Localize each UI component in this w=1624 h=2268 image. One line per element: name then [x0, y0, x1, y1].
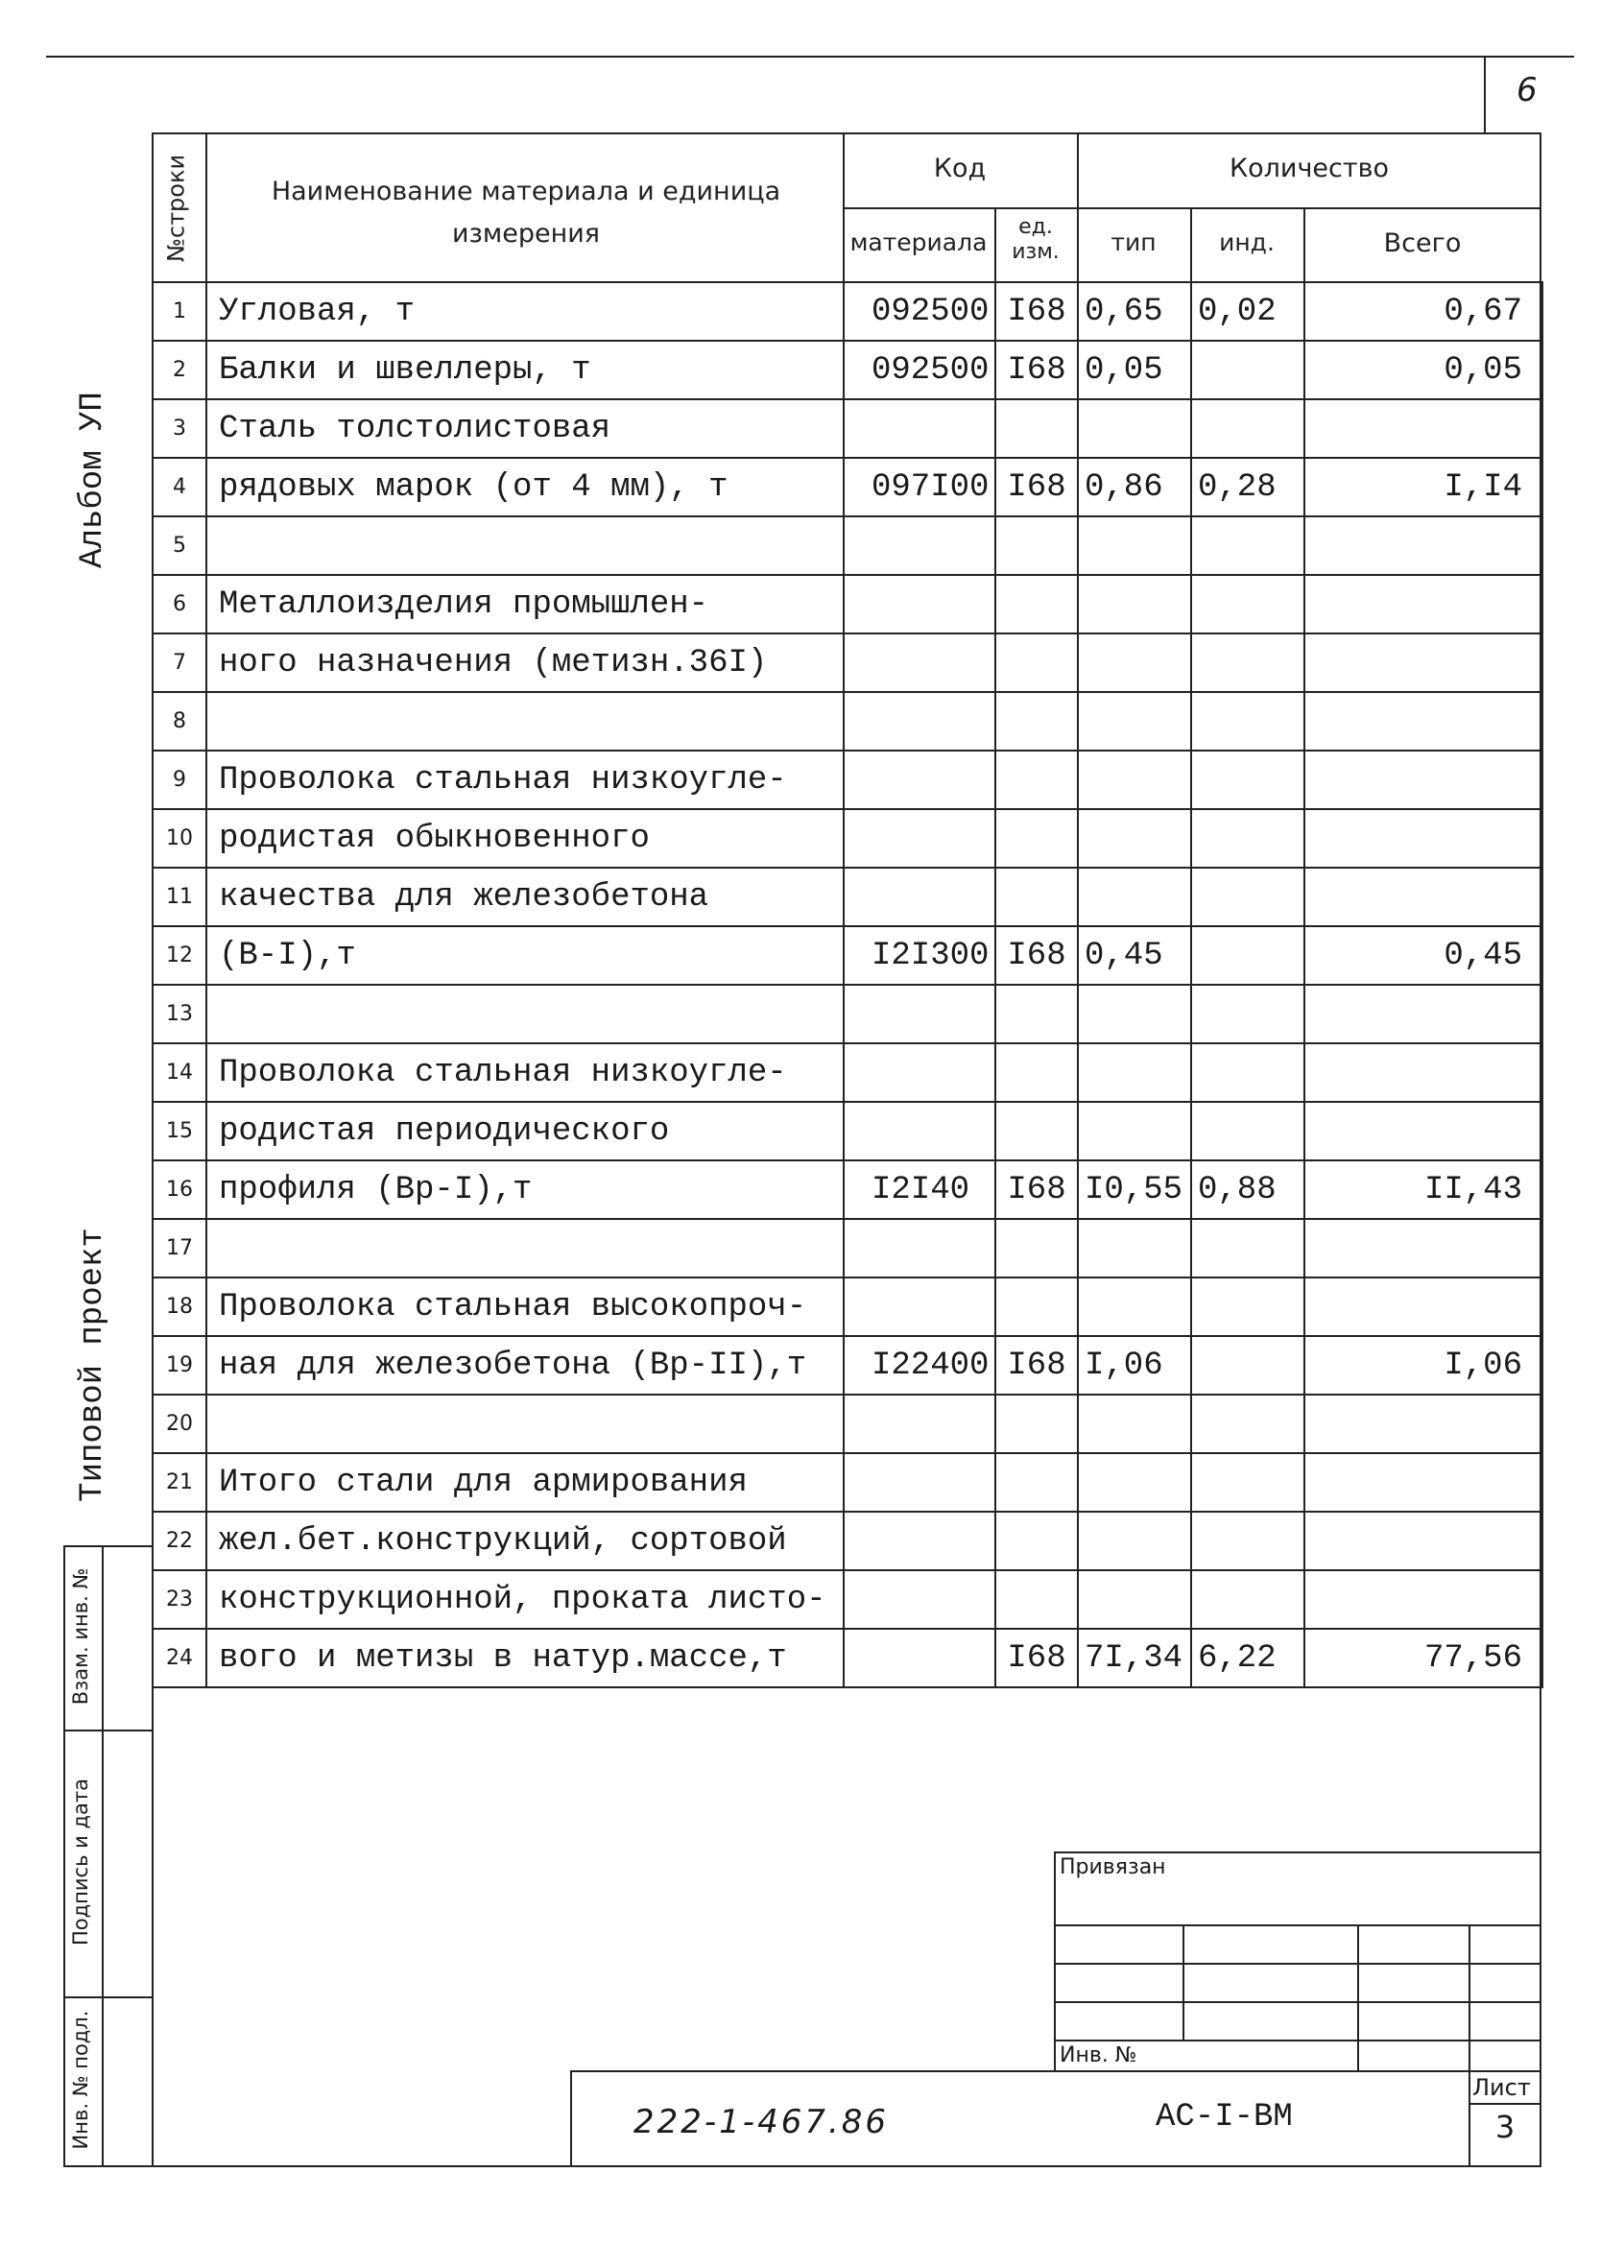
qty-ind — [1191, 926, 1304, 985]
table-row — [153, 1570, 1542, 1629]
podpis-data-label: Подпись и дата — [69, 1779, 92, 1946]
qty-type — [1078, 1277, 1191, 1336]
qty-type — [1078, 516, 1191, 575]
material-name: родистая обыкновенного — [206, 809, 844, 868]
row-number: 2 — [153, 341, 206, 399]
material-name: профиля (Вр-I),т — [206, 1160, 844, 1219]
qty-total: 0,45 — [1304, 926, 1542, 985]
qty-total: II,43 — [1304, 1160, 1542, 1219]
row-number: 9 — [153, 751, 206, 809]
qty-type: 7I,34 — [1078, 1629, 1191, 1687]
row-number: 5 — [153, 516, 206, 575]
qty-type: 0,45 — [1078, 926, 1191, 985]
qty-type — [1078, 868, 1191, 926]
qty-total — [1304, 633, 1542, 692]
header-unit: ед. изм. — [1012, 215, 1060, 264]
doc-number: 222-1-467.86 — [633, 2103, 890, 2141]
header-code-group: Код — [933, 154, 987, 183]
row-number: 17 — [153, 1219, 206, 1277]
table-row — [153, 1395, 1542, 1453]
qty-total — [1304, 1512, 1542, 1570]
unit-code: I68 — [995, 458, 1078, 516]
qty-total — [1304, 1570, 1542, 1629]
unit-code — [995, 751, 1078, 809]
material-name — [206, 985, 844, 1043]
row-number: 13 — [153, 985, 206, 1043]
material-code — [844, 809, 995, 868]
qty-total — [1304, 985, 1542, 1043]
material-name: ного назначения (метизн.36I) — [206, 633, 844, 692]
material-name — [206, 1219, 844, 1277]
qty-type — [1078, 1453, 1191, 1512]
material-name — [206, 1395, 844, 1453]
qty-total: I,06 — [1304, 1336, 1542, 1395]
material-name: Металлоизделия промышлен- — [206, 575, 844, 633]
header-qty-total: Всего — [1383, 228, 1462, 258]
unit-code — [995, 1102, 1078, 1160]
side-stamp-div1 — [63, 1730, 152, 1731]
unit-code — [995, 575, 1078, 633]
material-code — [844, 1102, 995, 1160]
qty-total — [1304, 751, 1542, 809]
material-code — [844, 1043, 995, 1102]
material-code — [844, 692, 995, 751]
qty-ind — [1191, 1570, 1304, 1629]
row-number: 12 — [153, 926, 206, 985]
unit-code — [995, 516, 1078, 575]
unit-code — [995, 1219, 1078, 1277]
qty-total: 0,05 — [1304, 341, 1542, 399]
material-name: конструкционной, проката листо- — [206, 1570, 844, 1629]
qty-total — [1304, 868, 1542, 926]
qty-type — [1078, 575, 1191, 633]
material-name — [206, 692, 844, 751]
unit-code — [995, 1277, 1078, 1336]
qty-type — [1078, 1570, 1191, 1629]
side-stamp-mid — [102, 1545, 104, 2167]
material-code: I2I300 — [844, 926, 995, 985]
row-number: 7 — [153, 633, 206, 692]
table-row — [153, 399, 1542, 458]
material-name: Итого стали для армирования — [206, 1453, 844, 1512]
table-row — [153, 1512, 1542, 1570]
header-row-number: №строки — [162, 154, 190, 263]
table-row — [153, 1219, 1542, 1277]
qty-ind — [1191, 1395, 1304, 1453]
qty-total — [1304, 1102, 1542, 1160]
material-code — [844, 516, 995, 575]
row-number: 14 — [153, 1043, 206, 1102]
inv-no-label: Инв. № — [1060, 2043, 1137, 2067]
qty-type — [1078, 633, 1191, 692]
qty-ind — [1191, 516, 1304, 575]
qty-total — [1304, 399, 1542, 458]
qty-ind: 6,22 — [1191, 1629, 1304, 1687]
header-qty-ind: инд. — [1219, 228, 1275, 256]
doc-code: АС-I-ВМ — [1156, 2099, 1293, 2136]
table-row — [153, 1629, 1542, 1687]
unit-code — [995, 1043, 1078, 1102]
qty-total — [1304, 692, 1542, 751]
row-number: 6 — [153, 575, 206, 633]
side-stamp-left — [63, 1545, 65, 2167]
material-code — [844, 1277, 995, 1336]
row-number: 11 — [153, 868, 206, 926]
qty-total — [1304, 1395, 1542, 1453]
qty-ind — [1191, 399, 1304, 458]
unit-code — [995, 985, 1078, 1043]
material-code — [844, 1629, 995, 1687]
material-code: I2I40 — [844, 1160, 995, 1219]
qty-type — [1078, 985, 1191, 1043]
qty-type: I0,55 — [1078, 1160, 1191, 1219]
privyazan-label: Привязан — [1060, 1855, 1166, 1879]
row-number: 16 — [153, 1160, 206, 1219]
header-code-material: материала — [849, 228, 988, 256]
row-number: 8 — [153, 692, 206, 751]
material-name: Проволока стальная низкоугле- — [206, 751, 844, 809]
vzam-inv-label: Взам. инв. № — [69, 1567, 92, 1706]
material-code — [844, 575, 995, 633]
material-name: ная для железобетона (Вр-II),т — [206, 1336, 844, 1395]
unit-code — [995, 1453, 1078, 1512]
unit-code: I68 — [995, 1629, 1078, 1687]
qty-type: 0,05 — [1078, 341, 1191, 399]
qty-ind — [1191, 1043, 1304, 1102]
table-row — [153, 868, 1542, 926]
qty-total — [1304, 516, 1542, 575]
qty-ind — [1191, 751, 1304, 809]
qty-ind — [1191, 985, 1304, 1043]
qty-total: 77,56 — [1304, 1629, 1542, 1687]
material-name: Проволока стальная низкоугле- — [206, 1043, 844, 1102]
material-code — [844, 751, 995, 809]
qty-type — [1078, 399, 1191, 458]
qty-type — [1078, 751, 1191, 809]
material-code — [844, 868, 995, 926]
qty-ind — [1191, 1512, 1304, 1570]
qty-total — [1304, 1277, 1542, 1336]
material-name: Сталь толстолистовая — [206, 399, 844, 458]
material-code: 097I00 — [844, 458, 995, 516]
unit-code — [995, 633, 1078, 692]
unit-code: I68 — [995, 341, 1078, 399]
unit-code — [995, 399, 1078, 458]
material-code — [844, 1219, 995, 1277]
table-row — [153, 633, 1542, 692]
row-number: 1 — [153, 282, 206, 341]
material-code — [844, 1395, 995, 1453]
qty-type — [1078, 692, 1191, 751]
material-name: вого и метизы в натур.массе,т — [206, 1629, 844, 1687]
material-name: родистая периодического — [206, 1102, 844, 1160]
material-code — [844, 985, 995, 1043]
row-number: 15 — [153, 1102, 206, 1160]
material-code: 092500 — [844, 282, 995, 341]
qty-total — [1304, 575, 1542, 633]
qty-ind: 0,02 — [1191, 282, 1304, 341]
table-row — [153, 1277, 1542, 1336]
title-block — [570, 1851, 1541, 2167]
qty-total — [1304, 809, 1542, 868]
unit-code — [995, 1395, 1078, 1453]
qty-total: 0,67 — [1304, 282, 1542, 341]
table-row — [153, 1453, 1542, 1512]
unit-code — [995, 868, 1078, 926]
table-row — [153, 516, 1542, 575]
sheet-value: 3 — [1494, 2109, 1516, 2145]
qty-ind — [1191, 809, 1304, 868]
inv-podl-label: Инв. № подл. — [69, 2010, 92, 2150]
material-code — [844, 1512, 995, 1570]
unit-code: I68 — [995, 282, 1078, 341]
unit-code: I68 — [995, 1336, 1078, 1395]
qty-type — [1078, 1043, 1191, 1102]
qty-total — [1304, 1043, 1542, 1102]
top-border — [46, 56, 1574, 58]
qty-type: I,06 — [1078, 1336, 1191, 1395]
qty-type: 0,86 — [1078, 458, 1191, 516]
row-number: 10 — [153, 809, 206, 868]
row-number: 19 — [153, 1336, 206, 1395]
unit-code — [995, 1570, 1078, 1629]
page-number-box-left — [1484, 56, 1486, 132]
table-row — [153, 1336, 1542, 1395]
album-label: Альбом УП — [75, 392, 111, 568]
material-code — [844, 633, 995, 692]
qty-ind — [1191, 692, 1304, 751]
unit-code — [995, 1512, 1078, 1570]
table-row — [153, 692, 1542, 751]
material-name — [206, 516, 844, 575]
material-name: (В-I),т — [206, 926, 844, 985]
header-material-name: Наименование материала и единица измерения — [271, 177, 781, 249]
material-code — [844, 399, 995, 458]
table-row — [153, 926, 1542, 985]
page-number: 6 — [1517, 71, 1538, 109]
qty-ind — [1191, 1336, 1304, 1395]
sheet-label: Лист — [1472, 2074, 1531, 2101]
table-row — [153, 1102, 1542, 1160]
unit-code: I68 — [995, 926, 1078, 985]
unit-code — [995, 692, 1078, 751]
table-row — [153, 985, 1542, 1043]
qty-ind — [1191, 1277, 1304, 1336]
table-row — [153, 458, 1542, 516]
unit-code — [995, 809, 1078, 868]
qty-type: 0,65 — [1078, 282, 1191, 341]
table-row — [153, 282, 1542, 341]
qty-ind — [1191, 1219, 1304, 1277]
material-code: I22400 — [844, 1336, 995, 1395]
qty-ind — [1191, 633, 1304, 692]
qty-type — [1078, 1102, 1191, 1160]
material-code — [844, 1453, 995, 1512]
qty-total — [1304, 1219, 1542, 1277]
qty-ind: 0,28 — [1191, 458, 1304, 516]
qty-ind — [1191, 1102, 1304, 1160]
row-number: 20 — [153, 1395, 206, 1453]
table-row — [153, 809, 1542, 868]
table-header — [152, 132, 1541, 283]
qty-ind — [1191, 868, 1304, 926]
row-number: 23 — [153, 1570, 206, 1629]
header-quantity-group: Количество — [1229, 154, 1390, 183]
row-number: 3 — [153, 399, 206, 458]
qty-ind — [1191, 575, 1304, 633]
qty-type — [1078, 809, 1191, 868]
qty-total — [1304, 1453, 1542, 1512]
qty-type — [1078, 1219, 1191, 1277]
qty-ind — [1191, 1453, 1304, 1512]
table-row — [153, 341, 1542, 399]
material-name: рядовых марок (от 4 мм), т — [206, 458, 844, 516]
table-row — [153, 575, 1542, 633]
row-number: 4 — [153, 458, 206, 516]
qty-type — [1078, 1395, 1191, 1453]
material-name: жел.бет.конструкций, сортовой — [206, 1512, 844, 1570]
material-code: 092500 — [844, 341, 995, 399]
header-qty-type: тип — [1111, 228, 1157, 256]
row-number: 21 — [153, 1453, 206, 1512]
project-label: Типовой проект — [75, 1228, 111, 1502]
material-name: качества для железобетона — [206, 868, 844, 926]
material-name: Проволока стальная высокопроч- — [206, 1277, 844, 1336]
row-number: 24 — [153, 1629, 206, 1687]
qty-ind: 0,88 — [1191, 1160, 1304, 1219]
unit-code: I68 — [995, 1160, 1078, 1219]
qty-total: I,I4 — [1304, 458, 1542, 516]
material-name: Угловая, т — [206, 282, 844, 341]
row-number: 22 — [153, 1512, 206, 1570]
qty-type — [1078, 1512, 1191, 1570]
table-row — [153, 1160, 1542, 1219]
table-row — [153, 751, 1542, 809]
material-name: Балки и швеллеры, т — [206, 341, 844, 399]
qty-ind — [1191, 341, 1304, 399]
table-row — [153, 1043, 1542, 1102]
row-number: 18 — [153, 1277, 206, 1336]
material-table — [152, 281, 1543, 1688]
material-code — [844, 1570, 995, 1629]
